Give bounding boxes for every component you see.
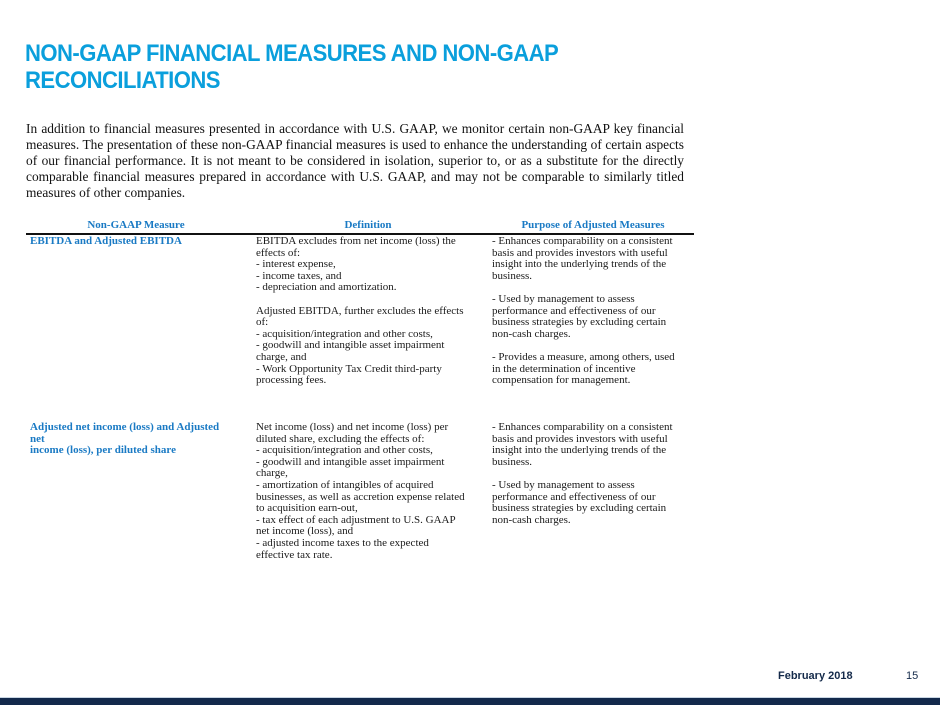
definition-line: Adjusted EBITDA, further excludes the effects: [256, 304, 464, 317]
purpose-line: insight into the underlying trends of the: [492, 444, 667, 457]
definition-line: diluted share, excluding the effects of:: [256, 432, 425, 445]
definition-line: processing fees.: [256, 374, 327, 387]
purpose-line: business strategies by excluding certain: [492, 502, 667, 515]
definition-line: to acquisition earn-out,: [256, 502, 358, 515]
purpose-line: - Enhances comparability on a consistent: [492, 421, 673, 433]
definition-line: - goodwill and intangible asset impairment: [256, 455, 445, 468]
definition-line: - income taxes, and: [256, 269, 342, 282]
purpose-line: performance and effectiveness of our: [492, 304, 656, 317]
purpose-line: - Used by management to assess: [492, 292, 635, 305]
definition-line: - Work Opportunity Tax Credit third-party: [256, 362, 442, 375]
definition-line: - amortization of intangibles of acquired: [256, 478, 434, 491]
definition-line: - acquisition/integration and other costs,: [256, 444, 433, 457]
intro-paragraph: In addition to financial measures presented in accordance with U.S. GAAP, we monitor certain non-GAAP key financial measures. The presentation of these non-GAAP financial measures is used to enhance the understanding of certain aspects of our financial performance. It is not meant to be considered in isolation, superior to, or as a substitute for the directly comparable financial measures prepared in accordance with U.S. GAAP, and may not be comparable to similarly titled measures of other companies.: [26, 121, 684, 200]
purpose-line: compensation for management.: [492, 374, 631, 387]
purpose-line: - Used by management to assess: [492, 478, 635, 491]
header-definition: Definition: [344, 219, 392, 231]
table-header: [26, 219, 694, 235]
purpose-line: business.: [492, 455, 533, 468]
footer-date: February 2018: [778, 670, 853, 682]
page-title: [25, 40, 577, 94]
definition-line: - interest expense,: [256, 258, 336, 271]
non-gaap-table: [26, 219, 694, 561]
definition-line: - tax effect of each adjustment to U.S. GAAP: [256, 513, 456, 526]
definition-line: effective tax rate.: [256, 548, 333, 561]
definition-line: businesses, as well as accretion expense related: [256, 490, 465, 503]
definition-cell: [246, 236, 486, 422]
definition-line: - adjusted income taxes to the expected: [256, 536, 429, 549]
table-row: [26, 235, 694, 422]
definition-line: charge, and: [256, 350, 307, 363]
purpose-line: business strategies by excluding certain: [492, 316, 667, 329]
definition-line: charge,: [256, 467, 288, 480]
purpose-line: business.: [492, 269, 533, 282]
purpose-line: non-cash charges.: [492, 513, 571, 526]
definition-line: - depreciation and amortization.: [256, 281, 397, 294]
measure-name-line: income (loss), per diluted share: [30, 444, 176, 457]
spacer: [256, 294, 486, 306]
purpose-cell: [486, 236, 694, 422]
table-row: [26, 422, 694, 561]
definition-line: of:: [256, 316, 269, 329]
footer-bar: [0, 697, 940, 705]
definition-line: - acquisition/integration and other costs,: [256, 327, 433, 340]
purpose-line: insight into the underlying trends of the: [492, 258, 667, 271]
header-purpose: Purpose of Adjusted Measures: [521, 219, 665, 231]
purpose-line: - Provides a measure, among others, used: [492, 350, 675, 363]
purpose-line: in the determination of incentive: [492, 362, 636, 375]
header-non-gaap-measure: Non-GAAP Measure: [87, 219, 185, 231]
page-title-line-1: NON-GAAP FINANCIAL MEASURES AND NON-GAAP: [25, 40, 559, 67]
definition-line: effects of:: [256, 246, 301, 259]
purpose-cell: [486, 422, 694, 561]
measure-name: [26, 422, 246, 561]
purpose-line: performance and effectiveness of our: [492, 490, 656, 503]
definition-cell: [246, 422, 486, 561]
purpose-line: basis and provides investors with useful: [492, 432, 668, 445]
purpose-line: - Enhances comparability on a consistent: [492, 235, 673, 247]
page-title-line-2: RECONCILIATIONS: [25, 67, 220, 94]
measure-name: EBITDA and Adjusted EBITDA: [30, 235, 182, 247]
definition-line: - goodwill and intangible asset impairment: [256, 339, 445, 352]
definition-line: EBITDA excludes from net income (loss) the: [256, 235, 456, 247]
purpose-line: basis and provides investors with useful: [492, 246, 668, 259]
purpose-line: non-cash charges.: [492, 327, 571, 340]
page-number: 15: [906, 670, 919, 682]
measure-name-line: Adjusted net income (loss) and Adjusted net: [30, 421, 220, 445]
definition-line: Net income (loss) and net income (loss) per: [256, 421, 449, 433]
definition-line: net income (loss), and: [256, 525, 354, 538]
